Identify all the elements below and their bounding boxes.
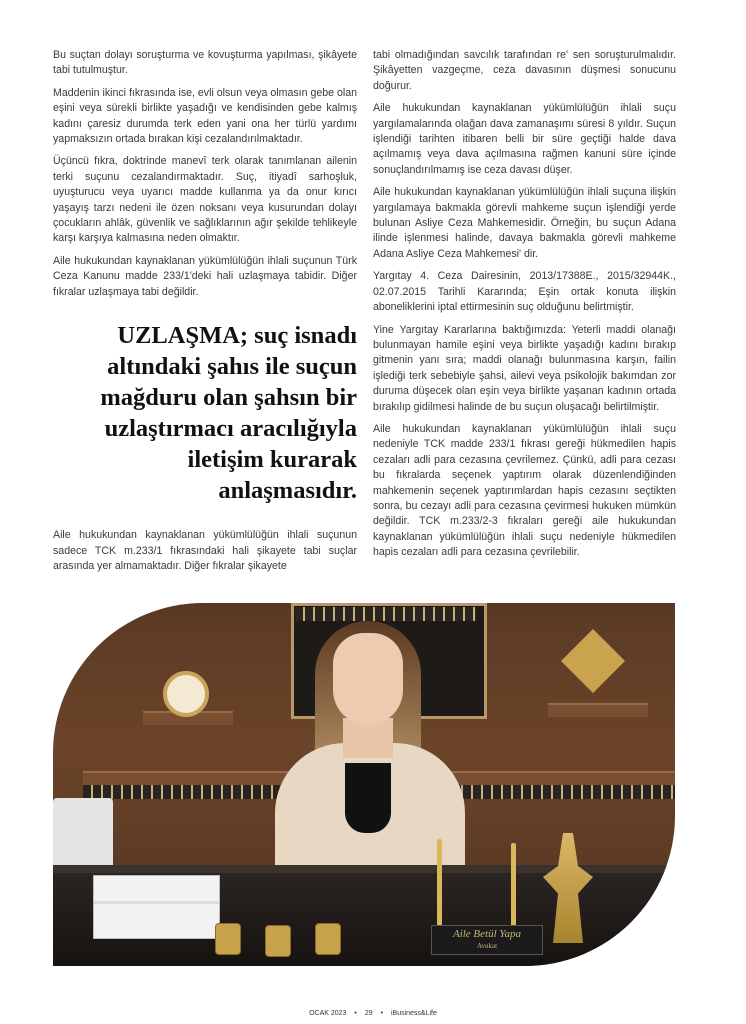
- nameplate-title: Avukat: [476, 942, 498, 950]
- pen: [437, 839, 442, 929]
- page-number: 29: [364, 1010, 373, 1017]
- office-photo: [53, 603, 675, 966]
- jar: [215, 923, 241, 955]
- nameplate-name: Aile Betül Yapa: [452, 928, 522, 940]
- jar: [315, 923, 341, 955]
- clock-icon: [163, 671, 209, 717]
- paragraph: Yine Yargıtay Kararlarına baktığımızda: Yeterli maddi olanağı bulunmayan hamile eşini veya birlikte yaşadığı kadını bırakıp gitmenin yanı sıra; maddi olanağı bulunmasına karşın, failin işlediği terk sebebiyle şahsi, ailevi veya psikolojik bakımdan zor duruma düşecek olan eşin veya birlikte yaşanan kadının ortada bırakılıp gidilmesi halinde de bu suçun oluşacağı belirtilmiştir.: [373, 323, 676, 413]
- paragraph: tabi olmadığından savcılık tarafından re' sen soruşturulmalıdır. Şikâyetten vazgeçme, ceza davasının düşmesi sonucunu doğurur.: [373, 49, 676, 92]
- paragraph: Aile hukukundan kaynaklanan yükümlülüğün ihlali suçunun sadece TCK m.233/1 fıkrasındaki hali şikayete tabi suçlar arasında yer almamaktadır. Diğer fıkralar şikayete: [53, 529, 357, 572]
- paragraph: Üçüncü fıkra, doktrinde manevî terk olarak tanımlanan ailenin terki suçunu cezalandırmaktadır. Suç, itiyadî sarhoşluk, uyuşturucu veya uyarıcı madde kullanma ya da onur kırıcı yaşayış tarzı nedeni ile özen noksanı veya kusurundan dolayı çocukların ahlâk, güvenlik ve sağlıklarının ağır şekilde tehlikeyle karşı karşıya kalmasına neden olmaktır.: [53, 155, 357, 245]
- pull-quote: UZLAŞMA; suç isnadı altındaki şahıs ile suçun mağduru olan şahsın bir uzlaştırmacı aracılığıyla iletişim kurarak anlaşmasıdır.: [100, 322, 357, 505]
- golden-leaf-decor-icon: [561, 629, 625, 693]
- page-footer: [0, 1010, 746, 1017]
- greek-key-pattern: [295, 607, 477, 621]
- footer-separator: •: [380, 1010, 384, 1017]
- jar: [265, 925, 291, 957]
- pen: [511, 843, 516, 929]
- nameplate: [431, 925, 543, 955]
- paragraph: Aile hukukundan kaynaklanan yükümlülüğün ihlali suçuna ilişkin yargılamaya bakmakla görevli mahkeme suçun işlendiği yerde bulunan Asliye Ceza Mahkemesidir. Örneğin, bu suçun Adana ilinde işlenmesi halinde, davaya bakmakla görevli mahkeme Adana Asliye Ceza Mahkemesi' dir.: [373, 186, 676, 260]
- footer-separator: •: [354, 1010, 357, 1017]
- paragraph: Aile hukukundan kaynaklanan yükümlülüğün ihlali suçunun Türk Ceza Kanunu madde 233/1'deki hali uzlaşmaya tabidir. Diğer fıkralar uzlaşmaya tabi değildir.: [53, 254, 357, 298]
- paragraph: Bu suçtan dolayı soruşturma ve kovuşturma yapılması, şikâyete tabi tutulmuştur.: [53, 49, 357, 77]
- paragraph: Maddenin ikinci fıkrasında ise, evli olsun veya olmasın gebe olan eşini veya sürekli birlikte yaşadığı ve kendisinden gebe kalmış kadını çaresiz durumda terk eden yani ona her türlü yardımı yapmaksızın ortada bırakan kişi cezalandırılmaktadır.: [53, 86, 357, 146]
- person-top: [345, 763, 391, 833]
- paragraph: Aile hukukundan kaynaklanan yükümlülüğün ihlali suçu nedeniyle TCK madde 233/1 fıkrası gereği hükmedilen hapis cezaları adli para cezasına çevrilemez. Çünkü, adli para cezası bu fıkralarda seçenek yaptırım olarak düzenlendiğinden mahkemenin seçenek yaptırımlardan hapis cezasını seçtikten sonra, bu cezayı adli para cezasına çevirmesi hukuken mümkün değildir. TCK m.233/2-3 fıkraları gereği aile hukukundan kaynaklanan yükümlülüğün ihlali suçu nedeniyle hükmedilen hapis cezaları adli para cezasına çevrilebilir.: [373, 422, 676, 559]
- paragraph: Yargıtay 4. Ceza Dairesinin, 2013/17388E., 2015/32944K., 02.07.2015 Tarihli Kararında; Eşin ortak konuta ilişkin aboneliklerini iptal ettirmesinin suç olduğunu belirtmiştir.: [373, 270, 676, 314]
- paragraph: Aile hukukundan kaynaklanan yükümlülüğün ihlali suçu yargılamalarında olağan dava zamanaşımı süresi 8 yıldır. Suçun işlendiği tarihten itibaren belli bir süre geçtiği halde dava açılmamış veya dava açılmasına rağmen kanuni süre içinde sonuçlandırılmamış ise ceza davası düşer.: [373, 102, 676, 176]
- right-column: [373, 48, 676, 568]
- left-column: [53, 48, 357, 581]
- book-stack: [93, 875, 220, 939]
- footer-month: OCAK 2023: [309, 1010, 347, 1017]
- person-face: [333, 633, 403, 725]
- shelf: [548, 703, 648, 717]
- magazine-name: iBusiness&Life: [390, 1010, 437, 1017]
